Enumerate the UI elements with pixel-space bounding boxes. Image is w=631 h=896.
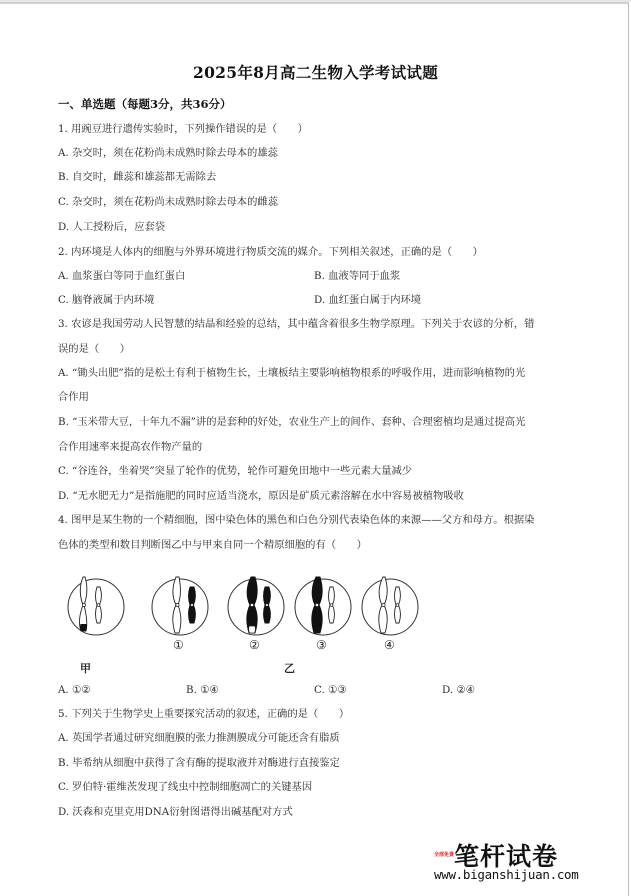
question-2-stem: 2. 内环境是人体内的细胞与外界环境进行物质交流的媒介。下列相关叙述，正确的是（ ） xyxy=(58,246,483,258)
question-1-option-c: C. 杂交时，须在花粉尚未成熟时除去母本的雌蕊 xyxy=(58,196,278,208)
cell-2-label: ② xyxy=(249,638,260,652)
cell-4-diagram xyxy=(362,577,418,635)
question-4-stem-line-2: 色体的类型和数目判断图乙中与甲来自同一个精原细胞的有（ ） xyxy=(58,539,367,551)
question-1-option-b: B. 自交时，雌蕊和雄蕊都无需除去 xyxy=(58,171,217,183)
cell-4-label: ④ xyxy=(384,638,395,652)
question-1-option-a: A. 杂交时，须在花粉尚未成熟时除去母本的雄蕊 xyxy=(58,147,278,159)
question-4-option-b: B. ①④ xyxy=(186,684,219,696)
cell-2-diagram xyxy=(228,577,284,635)
question-5-option-d: D. 沃森和克里克用DNA衍射图谱得出碱基配对方式 xyxy=(58,806,293,818)
question-3-stem-line-1: 3. 农谚是我国劳动人民智慧的结晶和经验的总结，其中蕴含着很多生物学原理。下列关于农谚的分析，错 xyxy=(58,318,535,330)
cell-1-label: ① xyxy=(173,638,184,652)
exam-page xyxy=(0,2,629,896)
watermark-logo xyxy=(430,837,580,887)
chromosome-figure xyxy=(0,569,631,679)
question-2-option-d: D. 血红蛋白属于内环境 xyxy=(314,294,422,306)
question-3-stem-line-2: 误的是（ ） xyxy=(58,343,131,355)
question-4-option-a: A. ①② xyxy=(58,684,91,696)
question-1-stem: 1. 用豌豆进行遗传实验时，下列操作错误的是（ ） xyxy=(58,123,308,135)
question-5-stem: 5. 下列关于生物学史上重要探究活动的叙述，正确的是（ ） xyxy=(58,708,350,720)
question-4-option-c: C. ①③ xyxy=(314,684,347,696)
section-heading: 一、单选题（每题3分，共36分） xyxy=(58,97,232,111)
watermark-title: 笔杆试卷 xyxy=(454,842,559,871)
watermark-url: www.biganshijuan.com xyxy=(434,867,579,882)
cell-3-diagram xyxy=(295,577,351,635)
figure-label-yi: 乙 xyxy=(284,662,295,675)
question-3-option-a-line-2: 合作用 xyxy=(58,391,89,403)
question-1-option-d: D. 人工授粉后，应套袋 xyxy=(58,221,166,233)
question-2-option-c: C. 脑脊液属于内环境 xyxy=(58,294,155,306)
question-3-option-a-line-1: A. “锄头出肥”指的是松土有利于植物生长，土壤板结主要影响植物根系的呼吸作用，进而影响植物的光 xyxy=(58,367,526,379)
page-title: 2025年8月高二生物入学考试试题 xyxy=(192,63,439,82)
question-5-option-b: B. 毕希纳从细胞中获得了含有酶的提取液并对酶进行直接鉴定 xyxy=(58,757,340,769)
watermark-free-tag: 全部免费 xyxy=(434,852,455,858)
cell-3-label: ③ xyxy=(316,638,327,652)
question-3-option-c: C. “谷连谷，坐着哭”突显了轮作的优势，轮作可避免田地中一些元素大量减少 xyxy=(58,465,413,477)
cell-jia-diagram xyxy=(68,577,124,635)
question-2-option-b: B. 血液等同于血浆 xyxy=(314,270,401,282)
figure-label-jia: 甲 xyxy=(80,662,91,675)
question-3-option-b-line-2: 合作用速率来提高农作物产量的 xyxy=(58,441,203,453)
question-4-stem-line-1: 4. 图甲是某生物的一个精细胞，图中染色体的黑色和白色分别代表染色体的来源——父方和母方。根据染 xyxy=(58,514,535,526)
question-5-option-a: A. 英国学者通过研究细胞膜的张力推测膜成分可能还含有脂质 xyxy=(58,732,340,744)
question-5-option-c: C. 罗伯特·霍维茨发现了线虫中控制细胞凋亡的关键基因 xyxy=(58,781,313,793)
question-4-option-d: D. ②④ xyxy=(442,684,475,696)
question-2-option-a: A. 血浆蛋白等同于血红蛋白 xyxy=(58,270,186,282)
question-3-option-b-line-1: B. “玉米带大豆，十年九不漏”讲的是套种的好处，农业生产上的间作、套种、合理密植均是通过提高光 xyxy=(58,416,526,428)
cell-1-diagram xyxy=(152,577,208,635)
question-3-option-d: D. “无水肥无力”是指施肥的同时应适当浇水，原因是矿质元素溶解在水中容易被植物吸收 xyxy=(58,490,464,502)
